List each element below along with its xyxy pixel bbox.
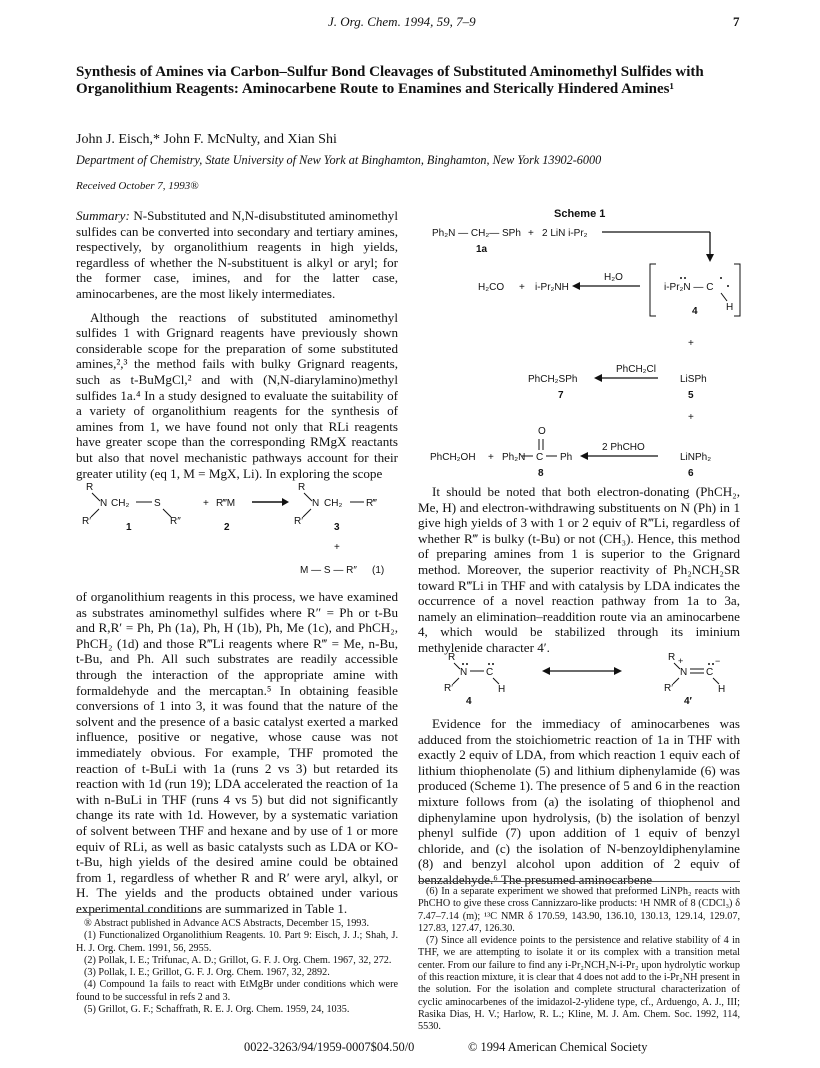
affiliation: Department of Chemistry, State University of New York at Binghamton, Binghamton, New York 13902-6000: [76, 153, 602, 167]
scheme-start: Ph₂N — CH₂— SPh: [432, 228, 521, 239]
scheme-amide-n: Ph₂N: [502, 452, 526, 463]
scheme-amide-o: O: [538, 426, 546, 437]
scheme-phch2sph: PhCH₂SPh: [528, 374, 578, 385]
summary-label: Summary:: [76, 208, 130, 223]
eq-prod-r: R: [298, 482, 306, 493]
scheme-linph2: LiNPh₂: [680, 452, 712, 463]
scheme-label-6: 6: [688, 468, 694, 479]
scheme-amide-ph: Ph: [560, 452, 573, 463]
res-n: N: [460, 667, 468, 678]
eq-rp: R′: [82, 516, 92, 527]
scheme-label-8: 8: [538, 468, 544, 479]
body-paragraph-2: of organolithium reagents in this process, we have examined as substrates aminomethyl sulfides where R″ = Ph or t-Bu and R,R′ = Ph, Ph (1a), Ph, H (1b), Ph, Me (1c), and PhCH₂, PhCH₂ (1d) and those R‴Li reagents where R‴ = Me, n-Bu, t-Bu, and Ph. All such substrates are readily accessible through the interaction of the appropriate amine with formaldehyde and the mercaptan.⁵ In obtaining feasible conversions of 1 into 3, it was found that the nature of the solvent and the presence of a basic catalyst exerted a marked influence, positive or negative, whose cause was not immediately obvious. For example, THF promoted the reaction of t-BuLi with 1a (runs 2 vs 3) but retarded its reaction with 1d (run 19); LDA accelerated the reaction of 1a with n-BuLi in THF (runs 4 vs 5) but did not significantly change its rate with 1d. However, by a systematic variation of solvent between THF and hexane and by use of 1 or more equiv of RLi, as well as basic catalysts such as LDA or KO-t-Bu, high yields of the desired amine could be obtained from 1, regardless of whether R and R′ were aryl, alkyl, or H. The yields and the products obtained under various experimental conditions are summarized in Table 1.: [76, 589, 398, 916]
article-title: Synthesis of Amines via Carbon–Sulfur Bond Cleavages of Substituted Aminomethyl Sulfides with Organolithium Reagents: Aminocarbene Route to Enamines and Sterically Hindered Amines¹: [76, 64, 704, 97]
scheme-plus-3: +: [688, 338, 694, 349]
scheme-label-4: 4: [692, 306, 698, 317]
scheme-1: [418, 222, 758, 480]
eq-prod-rp: R′: [294, 516, 304, 527]
res-r2: R: [668, 652, 676, 663]
res-c: C: [486, 667, 494, 678]
scheme-lda: 2 LiN i-Pr₂: [542, 228, 588, 239]
scheme-plus-2: +: [519, 282, 525, 293]
right-column-mid: [418, 716, 740, 896]
res-r: R: [448, 652, 456, 663]
res-label-4p: 4′: [684, 696, 692, 707]
scheme-h2o: H₂O: [604, 272, 623, 283]
received-date: Received October 7, 1993®: [76, 180, 199, 192]
res-h: H: [498, 684, 506, 695]
footnote: (1) Functionalized Organolithium Reagents. 10. Part 9: Eisch, J. J.; Shah, J. H. J. Org. Chem. 1991, 56, 2955.: [76, 930, 398, 954]
eq-n: N: [100, 498, 108, 509]
eq-label-2: 2: [224, 522, 230, 533]
eq-prod-n: N: [312, 498, 320, 509]
scheme-phch2cl: PhCH₂Cl: [616, 364, 656, 375]
res-rp: R′: [444, 683, 454, 694]
eq-s: S: [154, 498, 161, 509]
left-column-mid: [76, 589, 398, 924]
scheme-label-7: 7: [558, 390, 564, 401]
eq-prod-ch2: CH₂: [324, 498, 343, 509]
footnote: (6) In a separate experiment we showed that preformed LiNPh₂ reacts with PhCHO to give these cross Cannizzaro-like products: ¹H NMR of 8 (CDCl₃) δ 7.47–7.14 (m); ¹³C NMR δ 170.59, 143.90, 136.10, 130.13, 129.14, 129.07, 127.83, 127.47, 126.30.: [418, 886, 740, 934]
eq-byproduct: M — S — R″: [300, 565, 357, 576]
scheme-amide-c: C: [536, 452, 544, 463]
eq-rpp: R″: [170, 516, 181, 527]
footnote: (5) Grillot, G. F.; Schaffrath, R. E. J. Org. Chem. 1959, 24, 1035.: [84, 1004, 350, 1016]
scheme-plus-5: +: [488, 452, 494, 463]
footer-copyright: © 1994 American Chemical Society: [468, 1040, 648, 1054]
footnotes-left: [76, 918, 398, 1016]
resonance-structures: [418, 648, 740, 708]
res-rp2: R′: [664, 683, 674, 694]
eq-reagent: R‴M: [216, 498, 236, 509]
scheme-label-5: 5: [688, 390, 694, 401]
scheme-title: Scheme 1: [554, 208, 606, 220]
scheme-lisph: LiSPh: [680, 374, 707, 385]
eq-label-1: 1: [126, 522, 132, 533]
eq-number: (1): [372, 565, 385, 576]
eq-label-3: 3: [334, 522, 340, 533]
body-paragraph-3: It should be noted that both electron-donating (PhCH₂, Me, H) and electron-withdrawing substituents on N (Ph) in 1 give high yields of 3 with 1 or 2 equiv of R‴Li, regardless of whether R‴ is bulky (t-Bu) or not (CH₃). Hence, this method of preparing amines from 1 is superior to the Grignard method. Moreover, the superior reactivity of Ph₂NCH₂SR toward R‴Li in THF and with catalysis by LDA indicates the occurrence of a novel reaction pathway from 1a to 3a, namely an elimination–readdition route via an aminocarbene 4, which would be stabilized through its iminium methylenide character 4′.: [418, 484, 740, 655]
footnote-rule-right: [418, 881, 740, 882]
footnote: ® Abstract published in Advance ACS Abstracts, December 15, 1993.: [84, 918, 370, 929]
footnotes-right: [418, 886, 740, 1034]
scheme-phcho: 2 PhCHO: [602, 442, 645, 453]
res-h2: H: [718, 684, 726, 695]
summary-text: N-Substituted and N,N-disubstituted aminomethyl sulfides can be converted into secondary and tertiary amines, respectively, by organolithium reagents in high yields, regardless of whether the N-substituent is alkyl or aryl; for the former case, imines, and for the latter case, aminocarbenes, are the most likely intermediates.: [76, 208, 398, 301]
scheme-phch2oh: PhCH₂OH: [430, 452, 476, 463]
scheme-carbene-h: H: [726, 302, 734, 313]
running-header: J. Org. Chem. 1994, 59, 7–9: [328, 14, 476, 29]
res-minus: −: [715, 656, 721, 666]
res-n2: N: [680, 667, 688, 678]
scheme-label-1a: 1a: [476, 244, 488, 255]
eq-r: R: [86, 482, 94, 493]
eq-plus-2: +: [334, 542, 340, 553]
authors: John J. Eisch,* John F. McNulty, and Xian Shi: [76, 132, 337, 147]
page-number: 7: [733, 14, 740, 29]
summary: [76, 208, 398, 302]
scheme-ipr2nh: i-Pr₂NH: [535, 282, 569, 293]
res-c2: C: [706, 667, 714, 678]
footnote: (4) Compound 1a fails to react with EtMgBr under conditions which were found to be successful in refs 2 and 3.: [76, 979, 398, 1003]
body-paragraph-1: Although the reactions of substituted aminomethyl sulfides 1 with Grignard reagents have previously shown considerable scope for the preparation of some substituted amines,²,³ the method fails with bulky Grignard reagents, such as t-BuMgCl,² and with (N,N-diarylamino)methyl sulfides 1a.⁴ In a study designed to evaluate the suitability of a variety of organolithium reagents for the synthesis of amines from 1, we have found not only that RLi reagents have greater scope than the corresponding RMgX reactants but also that novel mechanistic pathways account for their greater utility (eq 1, M = MgX, Li). In exploring the scope: [76, 309, 398, 481]
res-plus: +: [678, 656, 684, 666]
scheme-plus-4: +: [688, 412, 694, 423]
eq-ch2: CH₂: [111, 498, 130, 509]
scheme-h2co: H₂CO: [478, 282, 505, 293]
left-column-top: [76, 208, 398, 489]
footnote-rule: [76, 912, 196, 913]
footnote: (3) Pollak, I. E.; Grillot, G. F. J. Org. Chem. 1967, 32, 2892.: [84, 967, 330, 979]
right-column-top: [418, 484, 740, 664]
eq-prod-rttt: R‴: [366, 498, 377, 509]
scheme-carbene: i-Pr₂N — C: [664, 282, 714, 293]
scheme-plus-1: +: [528, 228, 534, 239]
body-paragraph-4: Evidence for the immediacy of aminocarbenes was adduced from the stoichiometric reaction of 1a in THF with exactly 2 equiv of LDA, from which reaction 1 equiv each of lithium thiophenolate (5) and lithium diphenylamide (6) was produced (Scheme 1). The presence of 5 and 6 in the reaction mixture follows from (a) the isolating of thiophenol and diphenylamine upon hydrolysis, (b) the isolation of benzyl phenyl sulfide (7) upon addition of 1 equiv of benzyl chloride, and (c) the isolation of N-benzoyldiphenylamine (8) and benzyl alcohol upon addition of 2 equiv of benzaldehyde.⁶ The presumed aminocarbene: [418, 716, 740, 887]
res-label-4: 4: [466, 696, 472, 707]
eq-plus: +: [203, 498, 209, 509]
footnote: (7) Since all evidence points to the persistence and relative stability of 4 in THF, we are attempting to isolate it or its complex with a transition metal center. From our failure to find any i-Pr₂NCH₂N-i-Pr₂ upon hydrolytic workup of this reaction mixture, it is clear that 4 does not add to the i-Pr₂NH present in the solution. For the isolation and complete structural characterization of cyclic aminocarbenes of the imidazol-2-ylidene type, cf., Arduengo, A. J., III; Rasika Dias, H. V.; Harlow, R. L.; Kline, M. J. Am. Chem. Soc. 1992, 114, 5530.: [418, 935, 740, 1033]
equation-1: [76, 478, 398, 586]
footer-code: 0022-3263/94/1959-0007$04.50/0: [244, 1040, 415, 1054]
footnote: (2) Pollak, I. E.; Trifunac, A. D.; Grillot, G. F. J. Org. Chem. 1967, 32, 272.: [84, 954, 392, 966]
